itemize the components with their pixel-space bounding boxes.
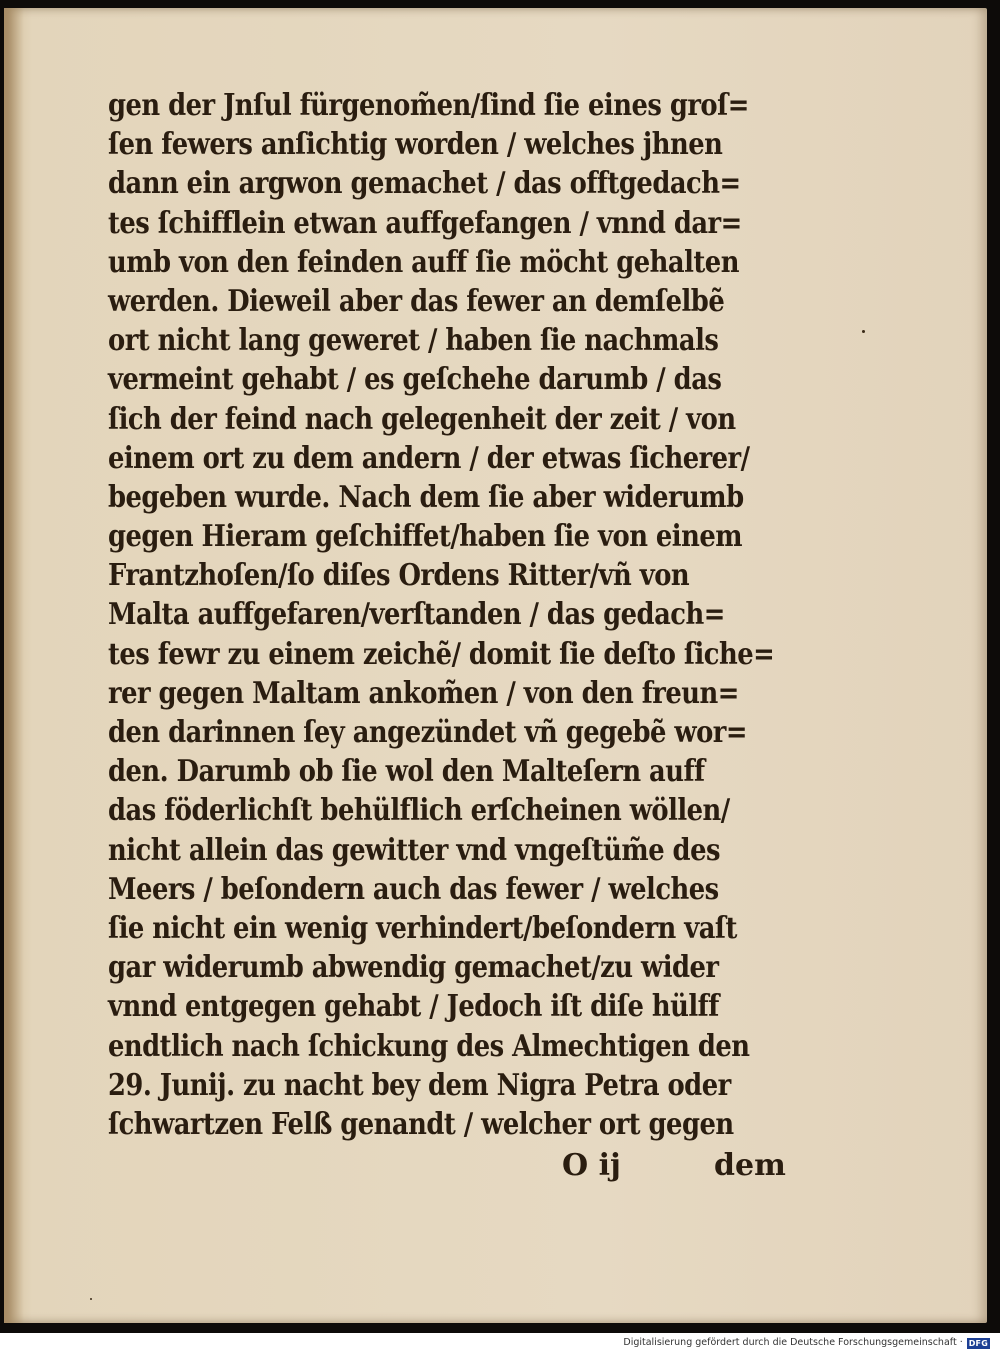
paper-speck <box>90 1298 92 1300</box>
dfg-logo: DFG <box>968 1338 988 1348</box>
text-line: ſen fewers anſichtig worden / welches jhnen <box>108 127 723 163</box>
text-line: gen der Jnſul fürgenom̃en/ſind ſie eines groſ= <box>108 88 749 123</box>
text-line: begeben wurde. Nach dem ſie aber widerumb <box>108 479 744 515</box>
catchword: dem <box>714 1148 786 1183</box>
digitization-credit <box>623 1336 990 1350</box>
text-line: dann ein argwon gemachet / das offtgedach= <box>108 166 741 202</box>
text-line: den darinnen ſey angezündet vñ gegebẽ wor= <box>108 715 747 750</box>
text-line: tes ſchifflein etwan auffgefangen / vnnd dar= <box>108 205 742 241</box>
signature-mark: O ij <box>562 1148 621 1183</box>
text-line: ſie nicht ein wenig verhindert/beſondern vaſt <box>108 910 737 946</box>
text-line: rer gegen Maltam ankom̃en / von den freun= <box>108 675 739 711</box>
text-line: tes fewr zu einem zeichẽ/ domit ſie deſto ſiche= <box>108 636 775 672</box>
text-line: vnnd entgegen gehabt / Jedoch iſt diſe hülff <box>108 989 719 1025</box>
text-line: Frantzhoſen/ſo diſes Ordens Ritter/vñ von <box>108 558 690 594</box>
text-line: ſich der feind nach gelegenheit der zeit / von <box>108 401 736 437</box>
page-gutter-shadow <box>4 8 24 1323</box>
text-line: Malta auffgefaren/verſtanden / das gedach= <box>108 597 725 633</box>
book-page <box>4 8 987 1323</box>
text-line: werden. Dieweil aber das fewer an demſelbẽ <box>108 283 725 319</box>
text-line: gegen Hieram geſchiffet/haben ſie von einem <box>108 519 743 555</box>
text-line: endtlich nach ſchickung des Almechtigen den <box>108 1028 750 1064</box>
text-line: 29. Junij. zu nacht bey dem Nigra Petra oder <box>108 1067 731 1103</box>
text-line: den. Darumb ob ſie wol den Malteſern auff <box>108 754 705 790</box>
text-line: ſchwartzen Felß genandt / welcher ort gegen <box>108 1106 734 1142</box>
text-line: das föderlichſt behülflich erſcheinen wöllen/ <box>108 793 730 829</box>
text-line: vermeint gehabt / es geſchehe darumb / das <box>108 362 722 398</box>
text-line: nicht allein das gewitter vnd vngeſtüm̃e des <box>108 832 720 868</box>
text-line: ort nicht lang geweret / haben ſie nachmals <box>108 323 719 359</box>
text-line: gar widerumb abwendig gemachet/zu wider <box>108 950 719 986</box>
text-line: Meers / beſondern auch das fewer / welches <box>108 871 719 907</box>
page-footer-line <box>544 1146 804 1186</box>
page-text-block <box>108 86 798 1144</box>
paper-speck <box>862 330 865 333</box>
text-line: einem ort zu dem andern / der etwas ſicherer/ <box>108 440 750 476</box>
credit-text: Digitalisierung gefördert durch die Deutsche Forschungsgemeinschaft · <box>623 1337 963 1348</box>
text-line: umb von den feinden auff ſie möcht gehalten <box>108 244 739 280</box>
